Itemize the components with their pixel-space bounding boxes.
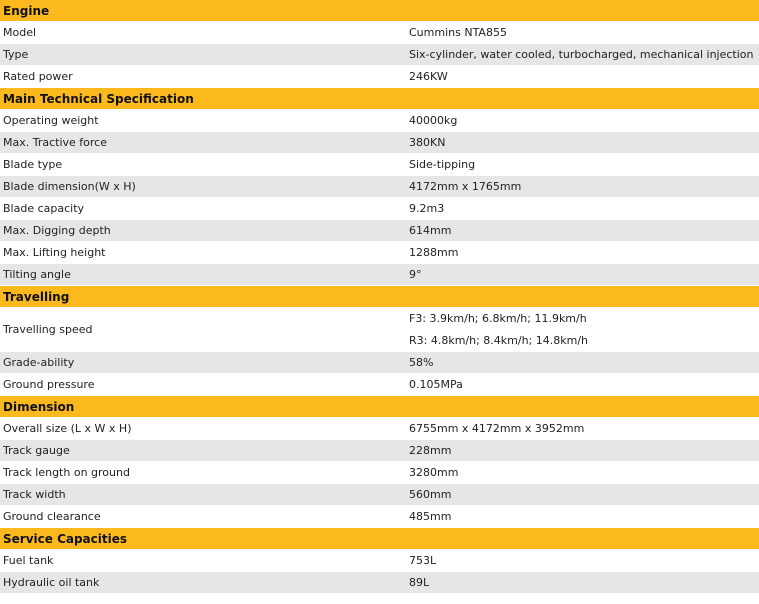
spec-label: Operating weight	[0, 110, 405, 132]
spec-label: Ground clearance	[0, 506, 405, 528]
spec-value: 1288mm	[405, 242, 759, 264]
spec-label: Travelling speed	[0, 308, 405, 352]
spec-value: Six-cylinder, water cooled, turbocharged, mechanical injection	[405, 44, 759, 66]
spec-value: 40000kg	[405, 110, 759, 132]
spec-value: 89L	[405, 572, 759, 594]
spec-row-track-length-on-ground	[0, 462, 759, 484]
spec-row-ground-pressure	[0, 374, 759, 396]
spec-label: Rated power	[0, 66, 405, 88]
section-header-engine	[0, 0, 759, 22]
spec-label: Tilting angle	[0, 264, 405, 286]
spec-value: 614mm	[405, 220, 759, 242]
spec-value: Cummins NTA855	[405, 22, 759, 44]
spec-label: Track width	[0, 484, 405, 506]
spec-row-hydraulic-oil-tank	[0, 572, 759, 594]
spec-value: 4172mm x 1765mm	[405, 176, 759, 198]
spec-label: Max. Lifting height	[0, 242, 405, 264]
spec-label: Track gauge	[0, 440, 405, 462]
spec-value: Side-tipping	[405, 154, 759, 176]
spec-value: 3280mm	[405, 462, 759, 484]
section-header-dimension	[0, 396, 759, 418]
spec-label: Ground pressure	[0, 374, 405, 396]
spec-row-overall-size	[0, 418, 759, 440]
section-title: Main Technical Specification	[0, 88, 759, 110]
spec-row-max-digging-depth	[0, 220, 759, 242]
spec-value: 9.2m3	[405, 198, 759, 220]
spec-row-track-width	[0, 484, 759, 506]
spec-label: Track length on ground	[0, 462, 405, 484]
spec-row-type	[0, 44, 759, 66]
forward-speed-value: F3: 3.9km/h; 6.8km/h; 11.9km/h	[409, 308, 759, 330]
spec-row-travelling-speed	[0, 308, 759, 352]
spec-value-multi	[405, 308, 759, 352]
spec-label: Overall size (L x W x H)	[0, 418, 405, 440]
spec-value: 246KW	[405, 66, 759, 88]
spec-label: Hydraulic oil tank	[0, 572, 405, 594]
spec-value: 6755mm x 4172mm x 3952mm	[405, 418, 759, 440]
spec-label: Grade-ability	[0, 352, 405, 374]
section-header-travelling	[0, 286, 759, 308]
section-title: Engine	[0, 0, 759, 22]
spec-label: Fuel tank	[0, 550, 405, 572]
spec-row-fuel-tank	[0, 550, 759, 572]
spec-label: Model	[0, 22, 405, 44]
spec-label: Type	[0, 44, 405, 66]
section-title: Dimension	[0, 396, 759, 418]
spec-value: 485mm	[405, 506, 759, 528]
spec-row-blade-type	[0, 154, 759, 176]
section-title: Service Capacities	[0, 528, 759, 550]
spec-row-operating-weight	[0, 110, 759, 132]
spec-row-grade-ability	[0, 352, 759, 374]
spec-value: 560mm	[405, 484, 759, 506]
section-header-main-technical-specification	[0, 88, 759, 110]
spec-label: Blade capacity	[0, 198, 405, 220]
spec-value: 753L	[405, 550, 759, 572]
spec-label: Max. Tractive force	[0, 132, 405, 154]
spec-row-model	[0, 22, 759, 44]
spec-label: Max. Digging depth	[0, 220, 405, 242]
spec-value: 380KN	[405, 132, 759, 154]
section-header-service-capacities	[0, 528, 759, 550]
reverse-speed-value: R3: 4.8km/h; 8.4km/h; 14.8km/h	[409, 334, 589, 347]
spec-row-rated-power	[0, 66, 759, 88]
spec-value: 9°	[405, 264, 759, 286]
spec-row-track-gauge	[0, 440, 759, 462]
spec-value: 58%	[405, 352, 759, 374]
spec-label: Blade dimension(W x H)	[0, 176, 405, 198]
spec-row-ground-clearance	[0, 506, 759, 528]
spec-row-max-tractive-force	[0, 132, 759, 154]
spec-row-blade-dimension	[0, 176, 759, 198]
spec-value: 228mm	[405, 440, 759, 462]
section-title: Travelling	[0, 286, 759, 308]
spec-label: Blade type	[0, 154, 405, 176]
spec-row-max-lifting-height	[0, 242, 759, 264]
spec-row-tilting-angle	[0, 264, 759, 286]
spec-row-blade-capacity	[0, 198, 759, 220]
spec-value: 0.105MPa	[405, 374, 759, 396]
